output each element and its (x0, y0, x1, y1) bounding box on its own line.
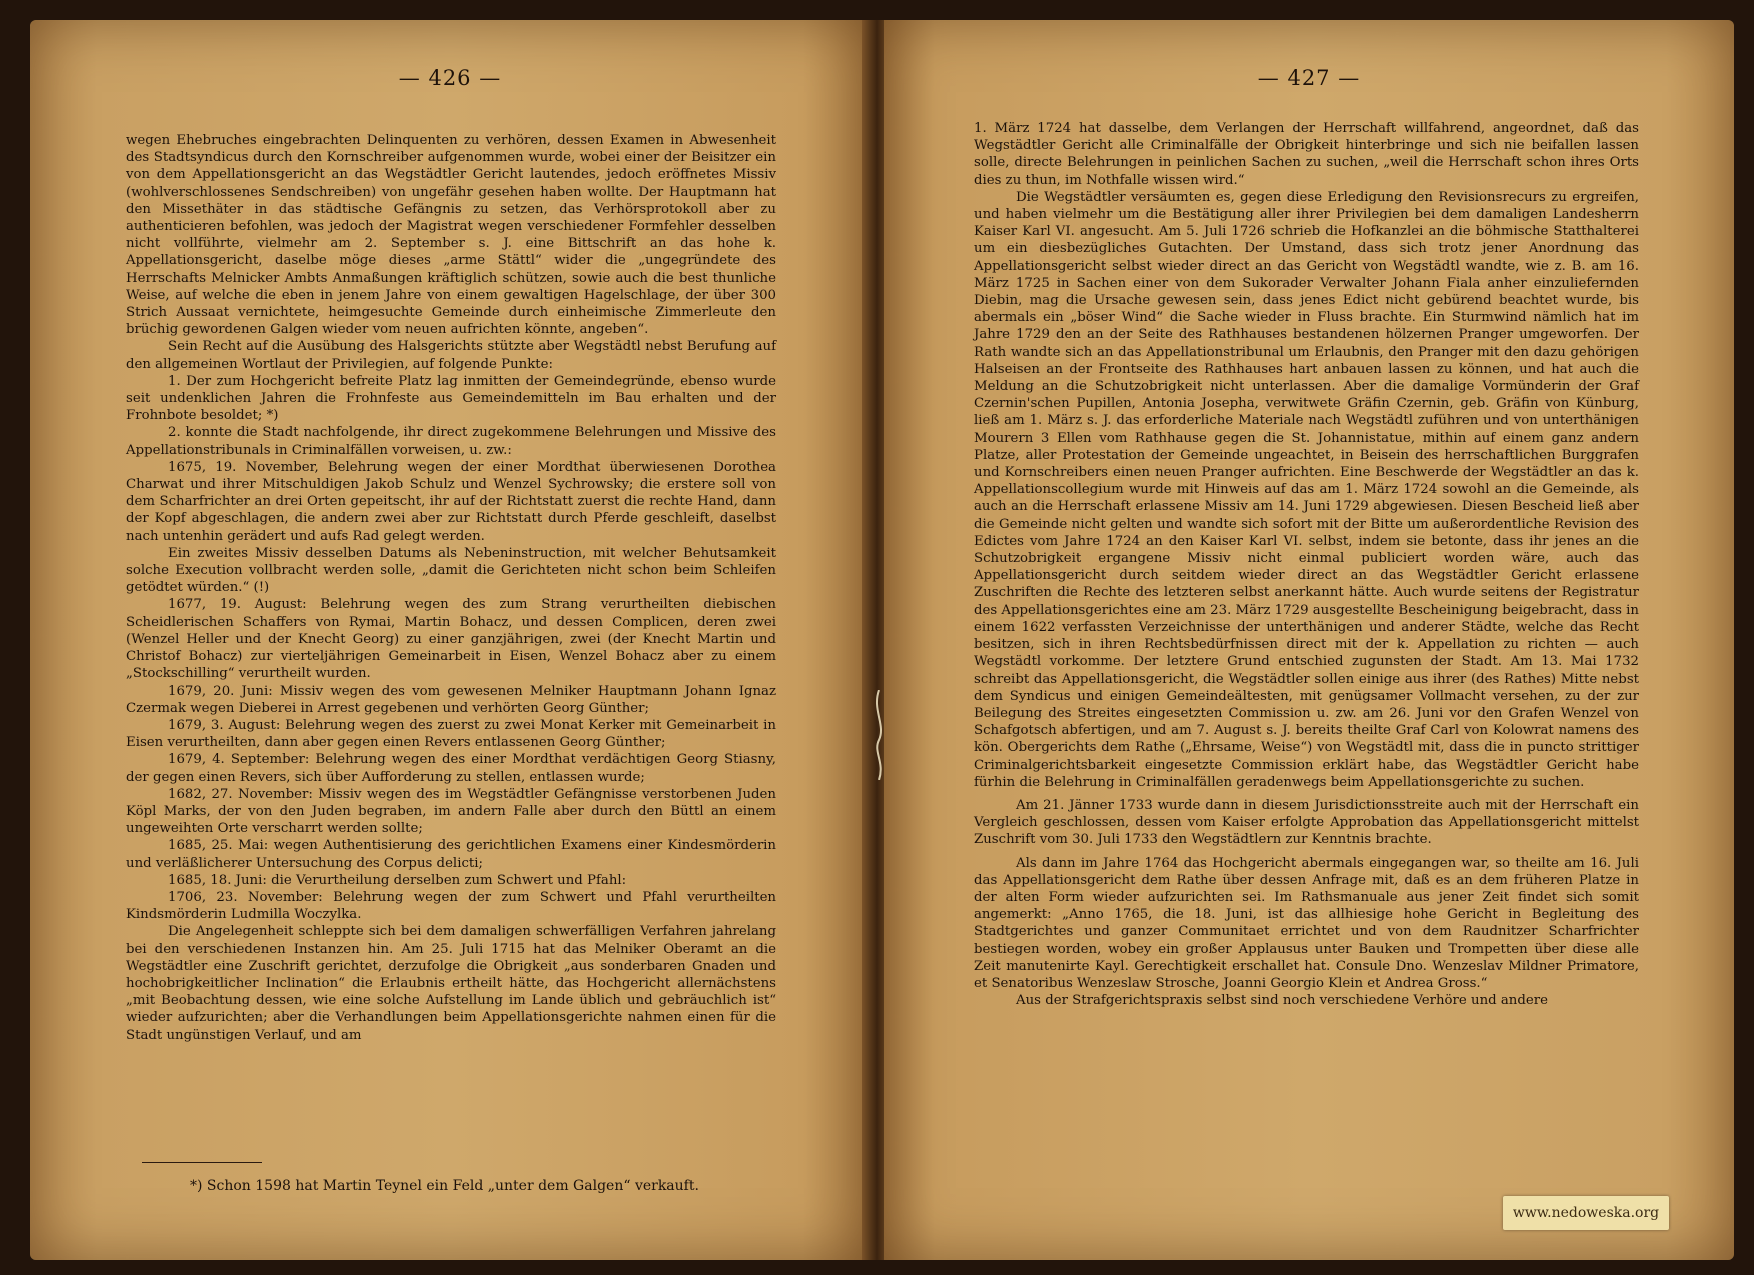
paragraph: 1679, 20. Juni: Missiv wegen des vom gewesenen Melniker Hauptmann Johann Ignaz Czermak wegen Dieberei in Arrest gegebenen und verhörten Georg Günther; (126, 683, 776, 716)
paragraph: 1682, 27. November: Missiv wegen des im Wegstädtler Gefängnisse verstorbenen Juden Köpl Marks, der von den Juden begraben, im andern Falle aber durch den Büttl an einem ungeweihten Orte verscharrt werden sollte; (126, 786, 776, 837)
page-number-left: — 426 — (398, 66, 502, 90)
paragraph: 1. Der zum Hochgericht befreite Platz lag inmitten der Gemeindegründe, ebenso wurde seit undenklichen Jahren die Frohnfeste aus Gemeindemitteln im Bau erhalten und der Frohnbote besoldet; *) (126, 373, 776, 424)
left-page-text (126, 132, 776, 1044)
paragraph: 1. März 1724 hat dasselbe, dem Verlangen der Herrschaft willfahrend, angeordnet, daß das Wegstädtler Gericht alle Criminalfälle der Obrigkeit hinterbringe und sich nie beifallen lassen solle, directe Belehrungen in peinlichen Sachen zu suchen, „weil die Herrschaft schon ihres Orts dies zu thun, im Nothfalle wissen wird.“ (974, 121, 1639, 188)
paragraph: 1677, 19. August: Belehrung wegen des zum Strang verurtheilten diebischen Scheidlerischen Schaffers von Rymai, Martin Bohacz, und dessen Complicen, deren zwei (Wenzel Heller und der Knecht Georg) zu einer ganzjährigen, zwei (der Knecht Martin und Christof Bohacz) zur vierteljährigen Gemeinarbeit in Eisen, Wenzel Bohacz aber zu einem „Stockschilling“ verurtheilt wurden. (126, 597, 776, 682)
paragraph: Ein zweites Missiv desselben Datums als Nebeninstruction, mit welcher Behutsamkeit solche Execution vollbracht werden solle, „damit die Gerichteten nicht schon beim Schleifen getödtet würden.“ (!) (126, 545, 776, 596)
paragraph: Als dann im Jahre 1764 das Hochgericht abermals eingegangen war, so theilte am 16. Juli das Appellationsgericht dem Rathe über dessen Anfrage mit, daß es an dem früheren Platze in der alten Form wieder aufzurichten sei. Im Rathsmanuale aus jener Zeit findet sich somit angemerkt: „Anno 1765, die 18. Juni, ist das allhiesige hohe Gericht in Begleitung des Stadtgerichtes und ganzer Communitaet errichtet und von dem Raudnitzer Scharfrichter bestiegen worden, wobey ein großer Applausus unter Bauken und Trompetten über diese alle Zeit manutenirte Kayl. Gerechtigkeit erschallet hat. Consule Dno. Wenzeslav Mildner Primatore, et Senatoribus Wenzeslaw Strosche, Joanni Georgio Klein et Andrea Gross.“ (974, 855, 1639, 991)
footnote: *) Schon 1598 hat Martin Teynel ein Feld „unter dem Galgen“ verkauft. (190, 1178, 699, 1194)
paragraph: Sein Recht auf die Ausübung des Halsgerichts stützte aber Wegstädtl nebst Berufung auf den allgemeinen Wortlaut der Privilegien, auf folgende Punkte: (126, 339, 776, 372)
right-page (884, 20, 1734, 1260)
paragraph: 1679, 3. August: Belehrung wegen des zuerst zu zwei Monat Kerker mit Gemeinarbeit in Eisen verurtheilten, dann aber gegen einen Revers entlassenen Georg Günther; (126, 717, 776, 751)
paragraph: 1685, 25. Mai: wegen Authentisierung des gerichtlichen Examens einer Kindesmörderin und verläßlicherer Untersuchung des Corpus delicti; (126, 838, 776, 871)
right-page-text (974, 120, 1639, 1009)
paragraph: 1685, 18. Juni: die Verurtheilung derselben zum Schwert und Pfahl: (168, 872, 627, 888)
paragraph: 1679, 4. September: Belehrung wegen des einer Mordthat verdächtigen Georg Stiasny, der gegen einen Revers, sich über Aufforderung zu stellen, entlassen wurde; (126, 752, 776, 785)
paragraph: 1706, 23. November: Belehrung wegen der zum Schwert und Pfahl verurtheilten Kindsmörderin Ludmilla Woczylka. (126, 889, 776, 923)
footnote-rule (142, 1162, 262, 1163)
page-number-right: — 427 — (1257, 66, 1361, 90)
paragraph: 1675, 19. November, Belehrung wegen der einer Mordthat überwiesenen Dorothea Charwat und ihrer Mitschuldigen Jakob Schulz und Wenzel Sychrowsky; die erstere soll von dem Scharfrichter an drei Orten gepeitscht, ihr auf der Richtstatt zuerst die rechte Hand, dann der Kopf abgeschlagen, die andern zwei aber zur Richtstatt durch Pferde geschleift, daselbst nach untenhin gerädert und aufs Rad gelegt werden. (126, 459, 776, 544)
paragraph: Die Wegstädtler versäumten es, gegen diese Erledigung den Revisionsrecurs zu ergreifen, und haben vielmehr um die Bestätigung aller ihrer Privilegien bei dem damaligen Landesherrn Kaiser Karl VI. angesucht. Am 5. Juli 1726 schrieb die Hofkanzlei an die böhmische Statthalterei um ein diesbezügliches Gutachten. Der Umstand, dass sich trotz jener Anordnung das Appellationsgericht selbst wieder direct an das Gericht von Wegstädtl wandte, wie z. B. am 16. März 1725 in Sachen einer von dem Sukorader Verwalter Johann Fiala anher einzuliefernden Diebin, mag die Ursache gewesen sein, dass jenes Edict nicht gebürend beachtet wurde, bis abermals ein „böser Wind“ die Sache wieder in Fluss brachte. Ein Sturmwind nämlich hat im Jahre 1729 den an der Seite des Rathhauses bestandenen hölzernen Pranger umgeworfen. Der Rath wandte sich an das Appellationstribunal um Erlaubnis, den Pranger mit den dazu gehörigen Halseisen an der Frontseite des Rathhauses hart anbauen lassen zu können, und hat auch die Meldung an die Schutzobrigkeit nicht unterlassen. Aber die damalige Vormünderin der Graf Czernin'schen Pupillen, Antonia Josepha, verwitwete Gräfin Czernin, geb. Gräfin von Künburg, ließ am 1. März s. J. das erforderliche Materiale nach Wegstädtl zuführen und von unterthänigen Mourern 3 Ellen vom Rathhause gegen die St. Johannistatue, mithin auf einem ganz andern Platze, aller Protestation der Gemeinde ungeachtet, in Beisein des herrschaftlichen Burggrafen und Kornschreibers einen neuen Pranger aufrichten. Eine Beschwerde der Wegstädtler an das k. Appellationscollegium wurde mit Hinweis auf das am 1. März 1724 sowohl an die Gemeinde, als auch an die Herrschaft erlassene Missiv am 14. Juni 1729 abgewiesen. Diesen Bescheid ließ aber die Gemeinde nicht gelten und wandte sich sofort mit der Bitte um außerordentliche Revision des Edictes vom Jahre 1724 an den Kaiser Karl VI. selbst, indem sie betonte, dass ihr jenes an die Schutzobrigkeit ergangene Missiv nicht einmal publiciert worden wäre, auch das Appellationsgericht durch seitdem wieder direct an das Wegstädtler Gericht erlassene Zuschriften die Rechte des letzteren selbst anerkannt hätte. Auch wurde seitens der Registratur des Appellationsgerichtes eine am 23. März 1729 ausgestellte Bescheinigung beigebracht, dass in einem 1622 verfassten Verzeichnisse der unterthänigen und anderer Städte, welche das Recht besitzen, sich in ihren Rechtsbedürfnissen direct mit der k. Appellation zu richten — auch Wegstädtl vorkomme. Der letztere Grund entschied zugunsten der Stadt. Am 13. Mai 1732 schreibt das Appellationsgericht, die Wegstädtler sollen einige aus ihrer (des Rathes) Mitte nebst dem Syndicus und einigen Gemeindeältesten, mit genügsamer Vollmacht versehen, zu der zur Beilegung des Streites eingesetzten Commission u. zw. am 26. Juni vor den Grafen Wenzel von Schafgotsch abfertigen, und am 7. August s. J. bereits theilte Graf Carl von Kolowrat namens des kön. Obergerichts dem Rathe („Ehrsame, Weise“) von Wegstädtl mit, dass die in puncto strittiger Criminalgerichtsbarkeit eingesetzte Commission erklärt habe, das Wegstädtler Gericht habe fürhin die Belehrung in Criminalfällen geradenwegs beim Appellationsgerichte zu suchen. (974, 189, 1639, 790)
paragraph: Die Angelegenheit schleppte sich bei dem damaligen schwerfälligen Verfahren jahrelang bei den verschiedenen Instanzen hin. Am 25. Juli 1715 hat das Melniker Oberamt an die Wegstädtler eine Zuschrift gerichtet, derzufolge die Obrigkeit „aus sonderbaren Gnaden und hochobrigkeitlicher Inclination“ die Erlaubnis ertheilt hätte, das Hochgericht allernächstens „mit Beobachtung dessen, wie eine solche Aufstellung im Lande üblich und gebräuchlich ist“ wieder aufzurichten; aber die Verhandlungen beim Appellationsgerichte nahmen einen für die Stadt ungünstigen Verlauf, und am (126, 924, 776, 1043)
paragraph: wegen Ehebruches eingebrachten Delinquenten zu verhören, dessen Examen in Abwesenheit des Stadtsyndicus durch den Kornschreiber aufgenommen wurde, wobei einer der Beisitzer ein von dem Appellationsgericht an das Wegstädtler Gericht lautendes, jedoch eröffnetes Missiv (wohlverschlossenes Sendschreiben) von ungefähr gesehen haben wollte. Der Hauptmann hat den Missethäter in das städtische Gefängnis zu setzen, das Verhörsprotokoll aber zu authenticieren befohlen, was jedoch der Magistrat wegen verschiedener Formfehler desselben nicht vollführte, vielmehr am 2. September s. J. eine Bittschrift an das hohe k. Appellationsgericht, daselbe möge dieses „arme Stättl“ wider die „ungegründete des Herrschafts Melnicker Ambts Anmaßungen kräftiglich schützen, sowie auch die best thunliche Weise, auf welche die eben in jenem Jahre von einem gewaltigen Hagelschlage, der über 300 Strich Aussaat vernichtete, heimgesuchte Gemeinde durch einheimische Zimmerleute den brüchig gewordenen Galgen wieder vom neuen aufrichten könnte, angeben“. (126, 133, 776, 338)
left-page (30, 20, 870, 1260)
paragraph: Am 21. Jänner 1733 wurde dann in diesem Jurisdictionsstreite auch mit der Herrschaft ein Vergleich geschlossen, dessen vom Kaiser erfolgte Approbation das Appellationsgericht mittelst Zuschrift vom 30. Juli 1733 den Wegstädtlern zur Kenntnis brachte. (974, 797, 1639, 848)
watermark-link[interactable]: www.nedoweska.org (1503, 1196, 1669, 1230)
paragraph: Aus der Strafgerichtspraxis selbst sind noch verschiedene Verhöre und andere (1016, 993, 1548, 1009)
paragraph: 2. konnte die Stadt nachfolgende, ihr direct zugekommene Belehrungen und Missive des Appellationstribunals in Criminalfällen vorweisen, u. zw.: (126, 425, 776, 458)
